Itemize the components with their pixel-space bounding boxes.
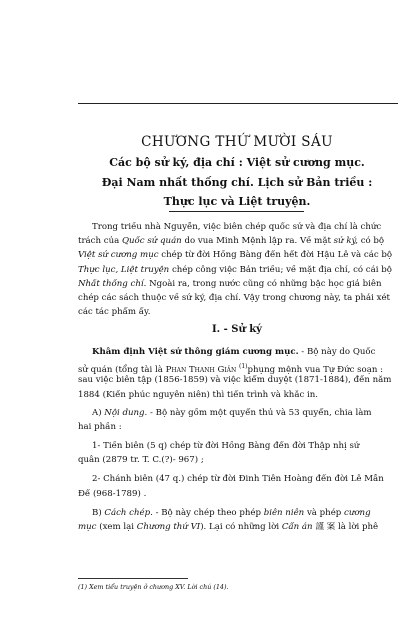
body-line-9: 2- Chánh biên (47 q.) chép từ đời Đinh Tiên Hoàng đến đời Lê Mẫn — [92, 474, 384, 484]
body-line-1: Khâm định Việt sử thông giám cương mục. - Bộ này do Quốc — [92, 347, 376, 357]
body-line-12: mục (xem lại Chương thứ VI). Lại có những lời Cẩn án 謹 案 là lời phê — [78, 522, 379, 532]
body-line-10: Đế (968-1789) . — [78, 489, 147, 499]
intro-line-4: Thực lục, Liệt truyện chép công việc Bản triều; về mặt địa chí, có cái bộ — [78, 265, 392, 275]
intro-line-1: Trong triều nhà Nguyễn, việc biên chép quốc sử và địa chí là chức — [92, 222, 382, 232]
section-heading: I. - Sử ký — [212, 324, 262, 335]
body-line-7: 1- Tiền biên (5 q) chép từ đời Hồng Bàng đến đời Thập nhị sứ — [92, 441, 360, 451]
body-line-6: hai phần : — [78, 422, 122, 432]
subtitle-line-2: Đại Nam nhất thống chí. Lịch sử Bản triều : — [101, 176, 373, 189]
subtitle-underline — [169, 211, 304, 212]
intro-line-2: trách của Quốc sử quán do vua Minh Mệnh lập ra. Về mặt sử ký, có bộ — [78, 236, 385, 246]
body-line-4: 1884 (Kiến phúc nguyên niên) thì tiến trình và khắc in. — [78, 390, 319, 400]
body-line-5: A) Nội dung. - Bộ này gồm một quyển thủ và 53 quyển, chia làm — [92, 408, 372, 418]
body-line-8: quân (2879 tr. T. C.(?)- 967) ; — [78, 455, 204, 465]
body-line-2: sử quán (tổng tài là Phan Thanh Giản $^{(1)}$phụng mệnh vua Tự Đức soạn : — [78, 363, 384, 375]
intro-line-6: chép các sách thuộc về sử ký, địa chí. Vậy trong chương này, ta phải xét — [78, 293, 391, 303]
subtitle-line-3: Thực lục và Liệt truyện. — [163, 195, 311, 208]
body-line-3: sau việc biên tập (1856-1859) và việc kiểm duyệt (1871-1884), đến năm — [78, 375, 392, 385]
intro-line-5: Nhất thống chí. Ngoài ra, trong nước cũng có những bậc học giả biên — [78, 279, 382, 289]
intro-line-7: các tác phẩm ấy. — [78, 307, 151, 317]
subtitle-line-1: Các bộ sử ký, địa chí : Việt sử cương mục. — [109, 156, 365, 169]
chapter-title: CHƯƠNG THỨ MƯỜI SÁU — [141, 134, 333, 150]
footnote-rule — [78, 578, 188, 579]
intro-line-3: Việt sử cương mục chép từ đời Hồng Bàng đến hết đời Hậu Lê và các bộ — [78, 250, 393, 260]
footnote: (1) Xem tiểu truyện ở chương XV. Lời chú (14). — [78, 583, 229, 591]
body-line-11: B) Cách chép. - Bộ này chép theo phép biên niên và phép cương — [92, 508, 371, 518]
header-rule — [78, 103, 398, 104]
